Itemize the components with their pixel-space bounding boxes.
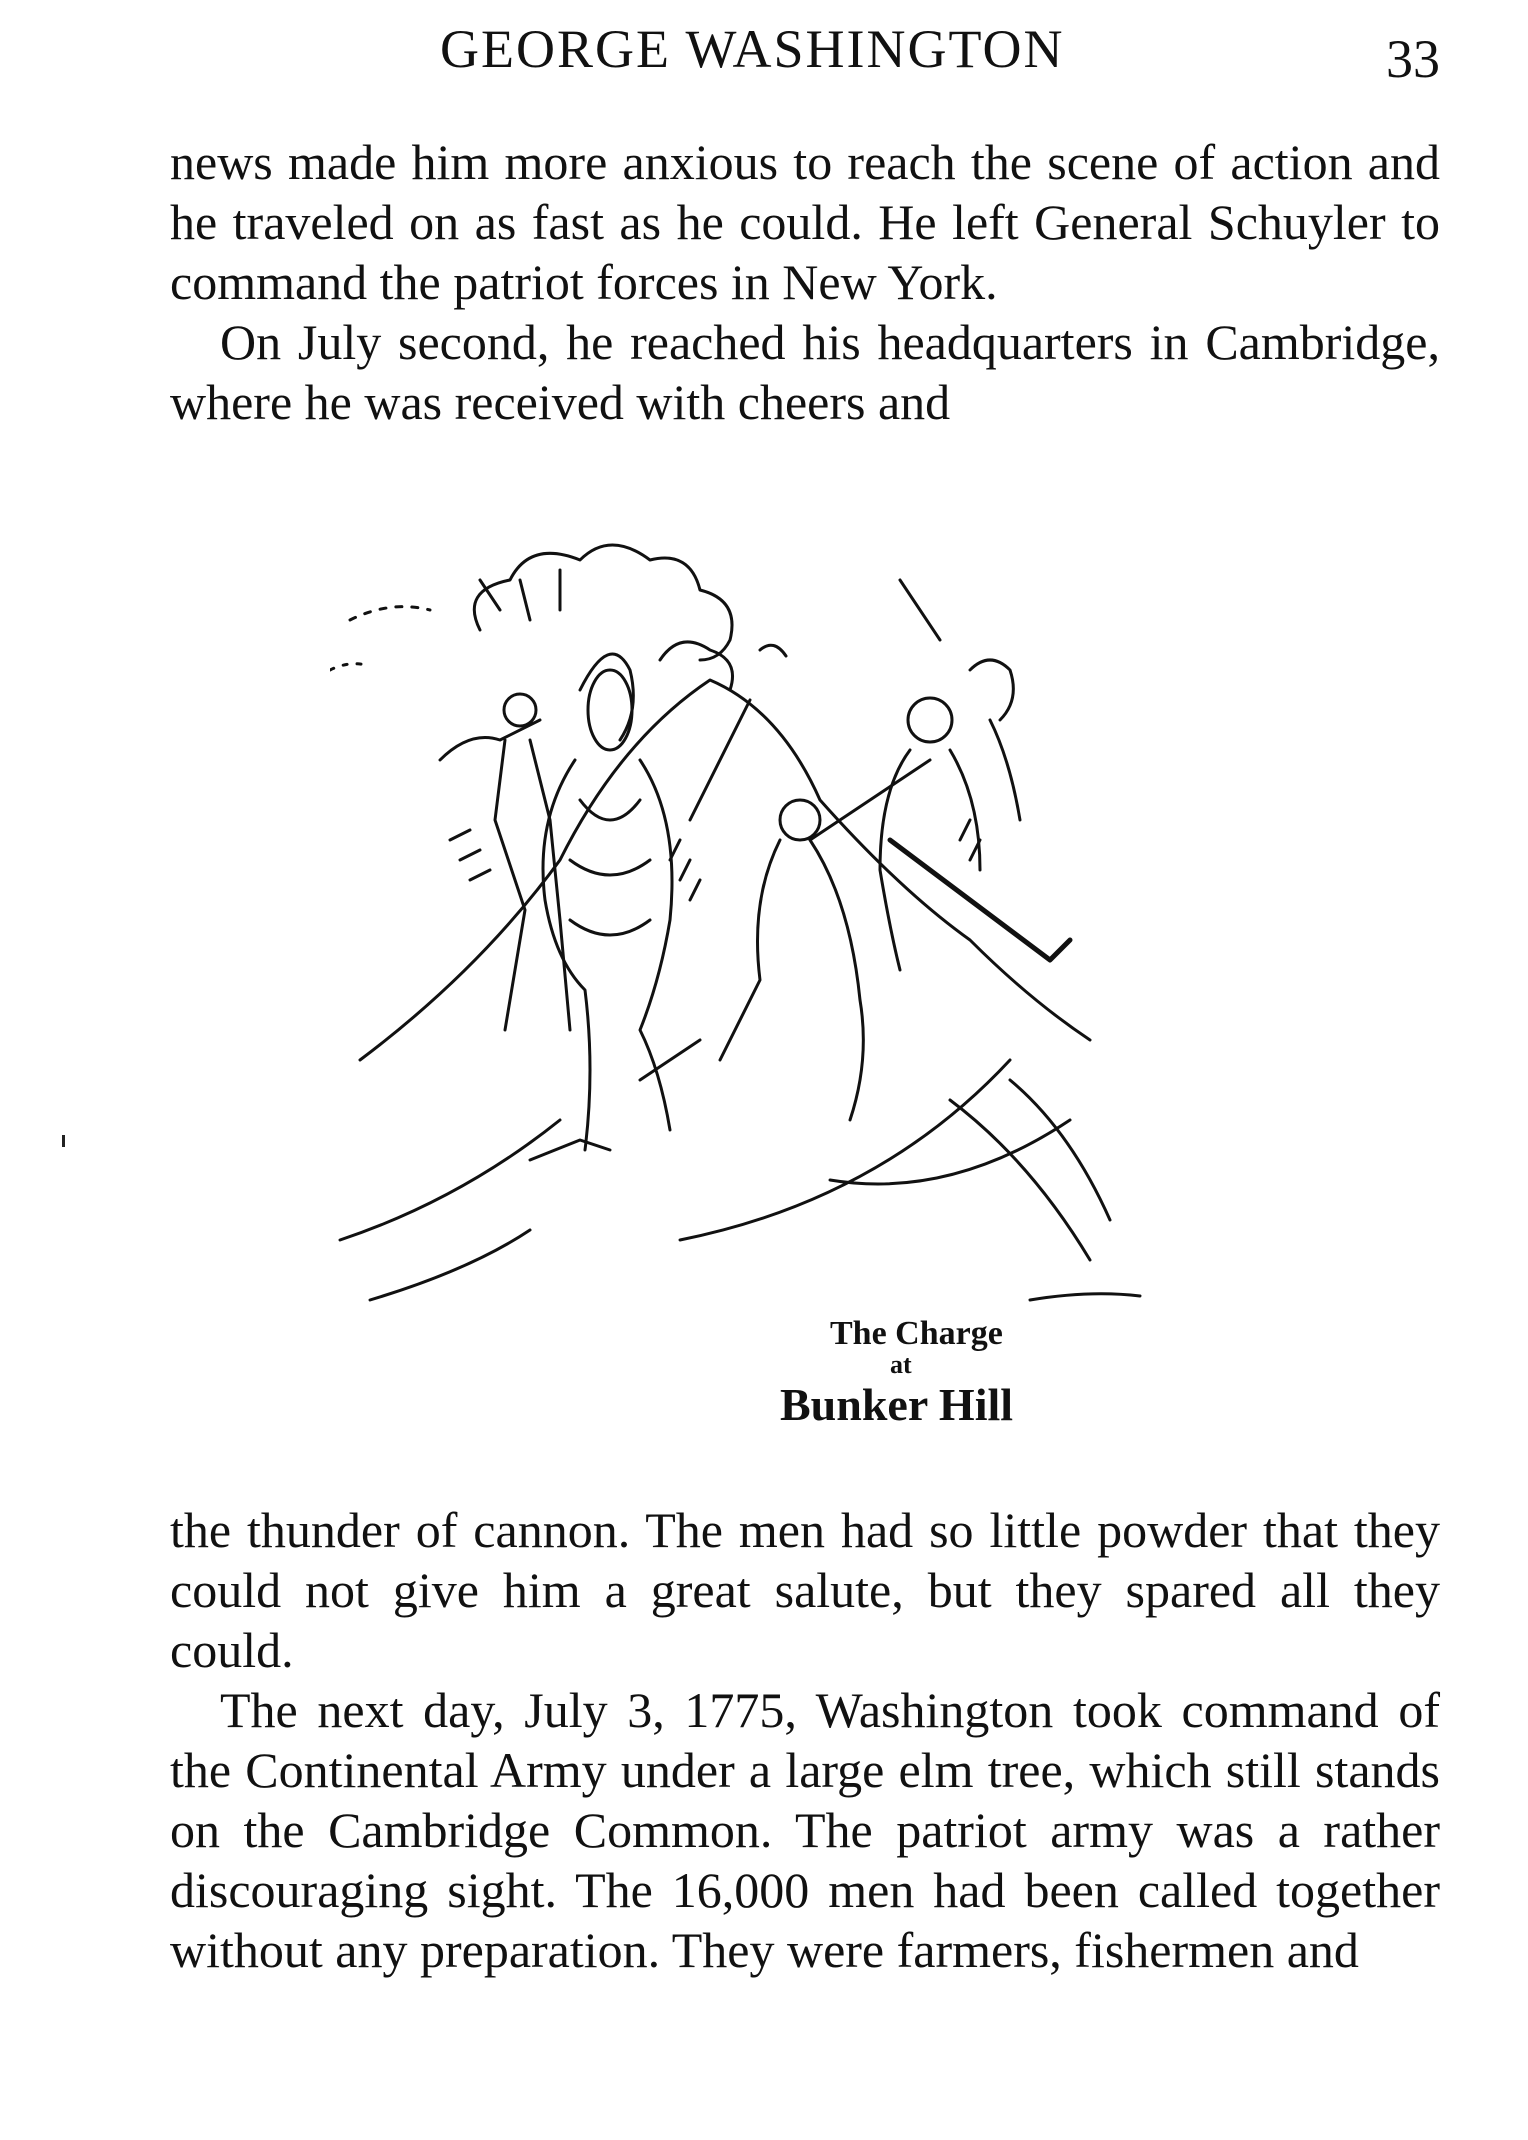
bunker-hill-illustration	[330, 540, 1250, 1480]
caption-line-2: at	[890, 1350, 912, 1379]
body-text-bottom	[170, 1500, 1440, 1980]
paragraph-1: news made him more anxious to reach the scene of action and he traveled on as fast as he could. He left General Schuyler to command the patriot forces in New York.	[170, 134, 1440, 310]
caption-line-1: The Charge	[830, 1315, 1003, 1352]
paragraph-4: The next day, July 3, 1775, Washington took command of the Continental Army under a large elm tree, which still stands on the Cambridge Common. The patriot army was a rather discouraging sight. The 16,000 men had been called together without any preparation. They were farmers, fishermen and	[170, 1682, 1440, 1978]
running-head	[170, 14, 1440, 89]
paragraph-3: the thunder of cannon. The men had so little powder that they could not give him a great salute, but they spared all they could.	[170, 1502, 1440, 1678]
margin-mark	[62, 1135, 65, 1147]
body-text-top	[170, 132, 1440, 432]
battle-sketch	[330, 540, 1250, 1480]
page-number: 33	[1386, 29, 1440, 89]
running-title: GEORGE WASHINGTON	[440, 19, 1065, 79]
paragraph-2: On July second, he reached his headquarters in Cambridge, where he was received with cheers and	[170, 314, 1440, 430]
caption-line-3: Bunker Hill	[780, 1379, 1014, 1430]
